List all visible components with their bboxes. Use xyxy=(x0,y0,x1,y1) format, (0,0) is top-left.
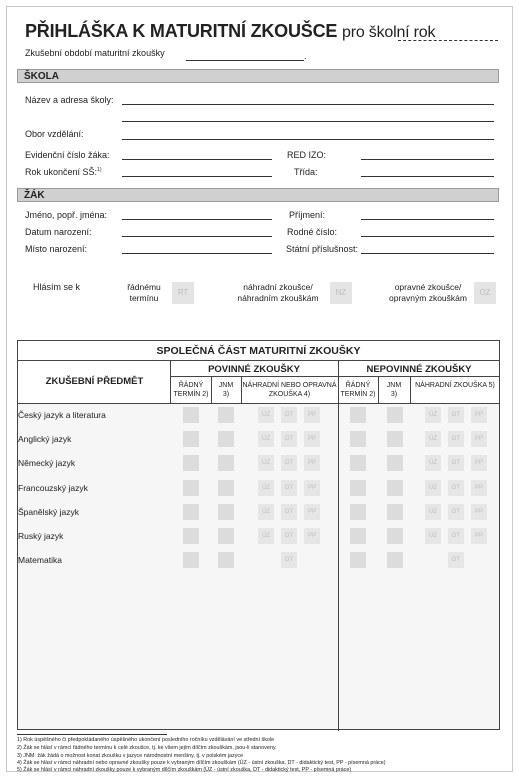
birth-date-label: Datum narození: xyxy=(25,227,92,237)
mand-part-pp[interactable]: PP xyxy=(304,480,320,496)
mand-part-pp[interactable]: PP xyxy=(304,455,320,471)
mand-alt-col: NÁHRADNÍ NEBO OPRAVNÁ ZKOUŠKA 4) xyxy=(242,382,337,398)
mand-part-uz[interactable]: ÚZ xyxy=(258,455,274,471)
end-year-label: Rok ukončení SŠ:$^{1)}$ xyxy=(25,167,102,177)
mand-jnm-checkbox[interactable] xyxy=(218,431,234,447)
mand-regular-checkbox[interactable] xyxy=(183,552,199,568)
mand-part-pp[interactable]: PP xyxy=(304,407,320,423)
mand-regular-checkbox[interactable] xyxy=(183,480,199,496)
mand-part-dt[interactable]: DT xyxy=(281,552,297,568)
school-name-field[interactable] xyxy=(122,104,494,105)
opt-regular-checkbox[interactable] xyxy=(350,552,366,568)
subject-label: Německý jazyk xyxy=(18,458,76,469)
mand-part-dt[interactable]: DT xyxy=(281,528,297,544)
form-title xyxy=(25,21,435,42)
opt-part-dt[interactable]: DT xyxy=(448,407,464,423)
opt-part-pp[interactable]: PP xyxy=(471,455,487,471)
subject-label: Španělský jazyk xyxy=(18,506,79,517)
school-year-field[interactable] xyxy=(398,40,498,41)
subject-label: Český jazyk a literatura xyxy=(18,410,106,420)
birth-number-field[interactable] xyxy=(361,236,494,237)
opt-part-pp[interactable]: PP xyxy=(471,504,487,520)
mand-jnm-checkbox[interactable] xyxy=(218,504,234,520)
subject-label: Ruský jazyk xyxy=(18,531,64,541)
opt-jnm-checkbox[interactable] xyxy=(387,455,403,471)
opt-part-dt[interactable]: DT xyxy=(448,504,464,520)
class-label: Třída: xyxy=(294,167,318,177)
body-divider xyxy=(18,403,499,404)
mand-regular-checkbox[interactable] xyxy=(183,455,199,471)
student-reg-field[interactable] xyxy=(122,159,272,160)
end-year-field[interactable] xyxy=(122,176,272,177)
mand-regular-checkbox[interactable] xyxy=(183,528,199,544)
opt-jnm-checkbox[interactable] xyxy=(387,407,403,423)
mand-regular-checkbox[interactable] xyxy=(183,431,199,447)
mand-jnm-col: JNM 3) xyxy=(218,382,234,398)
opt-part-uz[interactable]: ÚZ xyxy=(425,407,441,423)
opt-part-dt[interactable]: DT xyxy=(448,552,464,568)
opt-jnm-checkbox[interactable] xyxy=(387,480,403,496)
red-izo-label: RED IZO: xyxy=(287,150,327,160)
opt-part-uz[interactable]: ÚZ xyxy=(425,480,441,496)
opt-regular-checkbox[interactable] xyxy=(350,480,366,496)
field-of-study-label: Obor vzdělání: xyxy=(25,129,84,139)
section-school: ŠKOLA xyxy=(17,69,499,83)
mand-part-uz[interactable]: ÚZ xyxy=(258,480,274,496)
mand-part-pp[interactable]: PP xyxy=(304,528,320,544)
period-field[interactable] xyxy=(186,60,304,61)
header-divider xyxy=(18,360,499,361)
option-alternate-label: náhradní zkoušce/ náhradním zkouškám xyxy=(237,282,319,303)
opt-regular-checkbox[interactable] xyxy=(350,407,366,423)
option-regular-label: řádnému termínu xyxy=(127,282,161,303)
surname-field[interactable] xyxy=(361,219,494,220)
surname-label: Příjmení: xyxy=(289,210,326,220)
option-alternate-box[interactable]: NZ xyxy=(330,282,352,304)
period-label: Zkušební období maturitní zkoušky xyxy=(25,48,165,58)
citizenship-field[interactable] xyxy=(361,253,494,254)
opt-part-pp[interactable]: PP xyxy=(471,480,487,496)
mand-part-pp[interactable]: PP xyxy=(304,504,320,520)
opt-part-pp[interactable]: PP xyxy=(471,431,487,447)
subject-header: ZKUŠEBNÍ PŘEDMĚT xyxy=(45,376,144,387)
birth-place-field[interactable] xyxy=(122,253,272,254)
opt-part-dt[interactable]: DT xyxy=(448,528,464,544)
period-tail: . xyxy=(304,51,307,61)
form-title-main: PŘIHLÁŠKA K MATURITNÍ ZKOUŠCE xyxy=(25,21,338,41)
mand-regular-checkbox[interactable] xyxy=(183,504,199,520)
footnote-2: 2) Žák se hlásí v rámci řádného termínu k celé zkoušce, tj. ke všem jejím dílčím zkouškám, jsou-li stanoveny. xyxy=(17,745,277,751)
mand-part-dt[interactable]: DT xyxy=(281,504,297,520)
divider-main xyxy=(338,360,339,731)
opt-part-uz[interactable]: ÚZ xyxy=(425,504,441,520)
exam-table xyxy=(17,340,500,730)
table-title: SPOLEČNÁ ČÁST MATURITNÍ ZKOUŠKY xyxy=(156,345,361,357)
opt-part-pp[interactable]: PP xyxy=(471,528,487,544)
opt-regular-checkbox[interactable] xyxy=(350,528,366,544)
footnote-5: 5) Žák se hlásí v rámci náhradní zkoušky pouze k vybraným dílčím zkouškám (ÚZ - ústní zkouška, DT - didaktický test, PP - písemná práce) xyxy=(17,767,352,773)
mand-jnm-checkbox[interactable] xyxy=(218,480,234,496)
subject-label: Matematika xyxy=(18,555,62,566)
footnote-3: 3) JNM: žák žádá o možnost konat zkoušku v jazyce národnostní menšiny, tj. v polském jazyce xyxy=(17,753,244,759)
mand-regular-col: ŘÁDNÝ TERMÍN 2) xyxy=(173,382,209,398)
mand-jnm-checkbox[interactable] xyxy=(218,407,234,423)
optional-header: NEPOVINNÉ ZKOUŠKY xyxy=(366,364,472,375)
mand-part-uz[interactable]: ÚZ xyxy=(258,431,274,447)
section-student: ŽÁK xyxy=(17,188,499,202)
mand-part-pp[interactable]: PP xyxy=(304,431,320,447)
registration-label: Hlásím se k xyxy=(33,282,81,292)
birth-date-field[interactable] xyxy=(122,236,272,237)
mand-part-uz[interactable]: ÚZ xyxy=(258,528,274,544)
opt-part-uz[interactable]: ÚZ xyxy=(425,455,441,471)
opt-regular-col: ŘÁDNÝ TERMÍN 2) xyxy=(340,382,376,398)
footnote-rule xyxy=(17,734,167,735)
opt-regular-checkbox[interactable] xyxy=(350,455,366,471)
red-izo-field[interactable] xyxy=(361,159,494,160)
mandatory-header: POVINNÉ ZKOUŠKY xyxy=(208,364,300,375)
form-title-sub: pro školní rok xyxy=(342,24,436,41)
mand-jnm-checkbox[interactable] xyxy=(218,455,234,471)
mand-part-dt[interactable]: DT xyxy=(281,431,297,447)
opt-jnm-checkbox[interactable] xyxy=(387,504,403,520)
first-name-field[interactable] xyxy=(122,219,272,220)
student-reg-label: Evidenční číslo žáka: xyxy=(25,150,110,160)
mand-part-dt[interactable]: DT xyxy=(281,407,297,423)
mand-regular-checkbox[interactable] xyxy=(183,407,199,423)
mand-part-dt[interactable]: DT xyxy=(281,455,297,471)
first-name-label: Jméno, popř. jména: xyxy=(25,210,108,220)
opt-jnm-checkbox[interactable] xyxy=(387,528,403,544)
mand-jnm-checkbox[interactable] xyxy=(218,528,234,544)
opt-jnm-checkbox[interactable] xyxy=(387,431,403,447)
school-name-label: Název a adresa školy: xyxy=(25,95,114,105)
opt-regular-checkbox[interactable] xyxy=(350,504,366,520)
footnote-4: 4) Žák se hlásí v rámci náhradní nebo opravné zkoušky pouze k vybraným dílčím zkouškám (ÚZ - ústní zkouška, DT - didaktický test, PP - písemná práce) xyxy=(17,760,386,766)
subject-label: Francouzský jazyk xyxy=(18,482,88,493)
school-name-field-2[interactable] xyxy=(122,121,494,122)
class-field[interactable] xyxy=(361,176,494,177)
mand-part-uz[interactable]: ÚZ xyxy=(258,407,274,423)
birth-number-label: Rodné číslo: xyxy=(287,227,338,237)
opt-part-dt[interactable]: DT xyxy=(448,431,464,447)
citizenship-label: Státní příslušnost: xyxy=(286,244,359,254)
group-divider xyxy=(170,376,499,377)
mand-part-uz[interactable]: ÚZ xyxy=(258,504,274,520)
subject-label: Anglický jazyk xyxy=(18,434,72,445)
mand-jnm-checkbox[interactable] xyxy=(218,552,234,568)
option-retake-box[interactable]: OZ xyxy=(474,282,496,304)
opt-part-dt[interactable]: DT xyxy=(448,480,464,496)
opt-part-uz[interactable]: ÚZ xyxy=(425,431,441,447)
opt-part-uz[interactable]: ÚZ xyxy=(425,528,441,544)
opt-alt-col: NÁHRADNÍ ZKOUŠKA 5) xyxy=(415,382,495,389)
birth-place-label: Místo narození: xyxy=(25,244,88,254)
field-of-study-field[interactable] xyxy=(122,139,494,140)
mand-part-dt[interactable]: DT xyxy=(281,480,297,496)
footnote-1: 1) Rok úspěšného či předpokládaného úspěšného ukončení posledního ročníku vzdělávání ve střední škole xyxy=(17,737,275,743)
opt-part-dt[interactable]: DT xyxy=(448,455,464,471)
opt-part-pp[interactable]: PP xyxy=(471,407,487,423)
opt-jnm-checkbox[interactable] xyxy=(387,552,403,568)
opt-regular-checkbox[interactable] xyxy=(350,431,366,447)
option-regular-box[interactable]: RT xyxy=(172,282,194,304)
opt-jnm-col: JNM 3) xyxy=(386,382,402,398)
option-retake-label: opravné zkoušce/ opravným zkouškám xyxy=(389,282,467,303)
